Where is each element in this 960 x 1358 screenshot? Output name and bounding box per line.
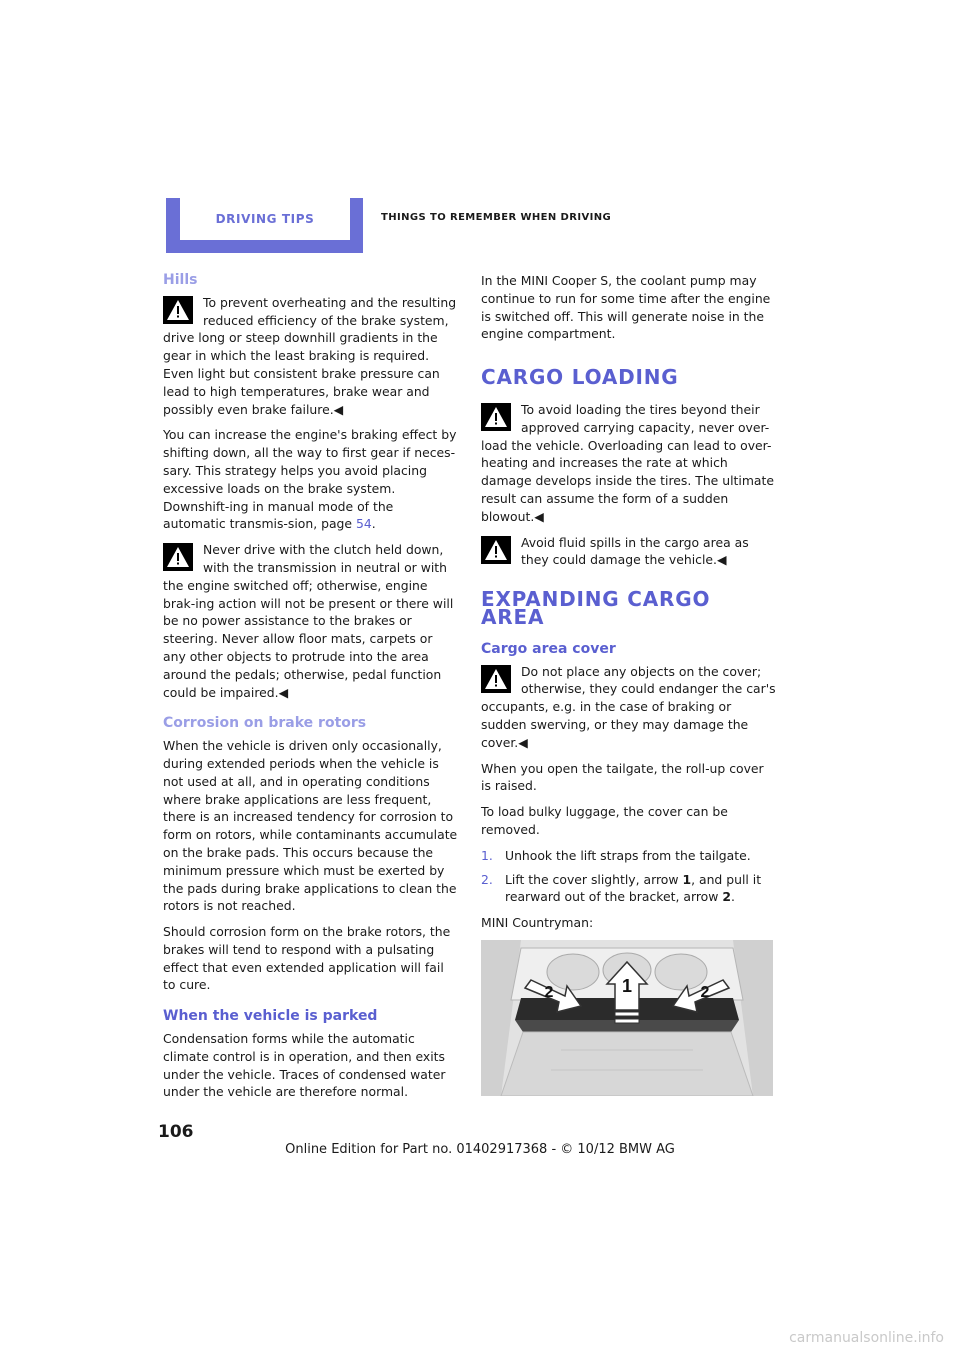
warning-icon: [163, 296, 193, 324]
arrow-ref-1: 1: [682, 871, 692, 887]
clutch-warning-text: Never drive with the clutch held down, with the transmission in neutral or with the engine switched off; otherwise, engine brak-ing action will not be present or there will be no power assistance to the brakes or steering. Never allow floor mats, carpets or any other objects to protrude into the area around the pedals; otherwise, pedal function could be impaired.◀: [163, 542, 454, 700]
page-link[interactable]: 54: [356, 516, 372, 532]
warning-icon: [481, 403, 511, 431]
parked-heading: When the vehicle is parked: [163, 1008, 378, 1025]
arrow-ref-2: 2: [722, 889, 731, 905]
corrosion-paragraph-1: When the vehicle is driven only occasionally, during extended periods when the vehicle is not used at all, and in operating conditions where brake applications are less frequent, there is an increased tendency for corrosion to form on rotors, while contaminants accumulate on the brake pads. This occurs because the minimum pressure which must be exerted by the pads during brake applications to clean the rotors is not reached.: [163, 738, 458, 914]
hills-warning-text: To prevent overheating and the resulting reduced efficiency of the brake system, drive long or steep downhill gradients in the gear in which the least braking is required. Even light but consistent brake pressure can lead to high temperatures, brake wear and possibly even brake failure.◀: [163, 294, 457, 417]
running-head: THINGS TO REMEMBER WHEN DRIVING: [381, 212, 612, 223]
figure-arrow-2-right-label: 2: [700, 983, 710, 1001]
cargo-warning-1: [481, 401, 777, 526]
cover-paragraph-1: When you open the tailgate, the roll-up cover is raised.: [481, 760, 764, 794]
list-item: [481, 871, 777, 907]
cover-heading: Cargo area cover: [481, 640, 616, 657]
step-text-end: .: [730, 889, 735, 905]
corrosion-paragraph-2: Should corrosion form on the brake rotors, the brakes will tend to respond with a pulsating effect that even extended application will fail to cure.: [163, 924, 451, 993]
expanding-cargo-heading: EXPANDING CARGO AREA: [481, 587, 711, 629]
figure-arrow-1-label: 1: [621, 975, 633, 996]
steps-list: [481, 847, 777, 906]
right-column: [481, 272, 777, 1096]
hills-warning: [163, 294, 459, 419]
page-number: 106: [158, 1122, 194, 1142]
warning-icon: [481, 536, 511, 564]
cover-warning: [481, 663, 777, 752]
cover-paragraph-2: To load bulky luggage, the cover can be removed.: [481, 804, 728, 837]
figure-arrow-2-left-label: 2: [544, 983, 554, 1001]
step-text: Lift the cover slightly, arrow: [505, 871, 683, 887]
step-text: Unhook the lift straps from the tailgate.: [505, 847, 751, 863]
section-tab: [166, 198, 363, 253]
hills-heading: Hills: [163, 272, 198, 288]
parked-paragraph: Condensation forms while the automatic climate control is in operation, and then exits under the vehicle. Traces of condensed water under the vehicle are therefore normal.: [163, 1031, 446, 1100]
cargo-cover-illustration: [481, 940, 773, 1096]
cover-warning-text: Do not place any objects on the cover; otherwise, they could endanger the car's occupants, e.g. in the case of braking or sudden swerving, or they may damage the cover.◀: [481, 663, 776, 750]
step-number: 2.: [481, 871, 493, 887]
warning-icon: [163, 543, 193, 571]
cargo-loading-heading: CARGO LOADING: [481, 365, 679, 390]
step-number: 1.: [481, 847, 493, 863]
cargo-cover-figure: [481, 940, 773, 1096]
edition-line: Online Edition for Part no. 01402917368 - © 10/12 BMW AG: [285, 1142, 675, 1157]
step-text-mid: , and pull it rearward out of the bracket, arrow: [505, 871, 762, 905]
cargo-warning-2: [481, 534, 777, 570]
hills-paragraph-end: .: [371, 516, 376, 532]
hills-paragraph: [163, 426, 459, 533]
coolant-paragraph: In the MINI Cooper S, the coolant pump may continue to run for some time after the engine is switched off. This will generate noise in the engine compartment.: [481, 273, 771, 342]
countryman-label: MINI Countryman:: [481, 915, 594, 931]
clutch-warning: [163, 541, 459, 701]
left-column: [163, 272, 459, 1109]
cargo-warning-1-text: To avoid loading the tires beyond their approved carrying capacity, never over-load the vehicle. Overloading can lead to over-heating and increases the rate at which damage develops inside the tires. The ultimate result can assume the form of a sudden blowout.◀: [481, 401, 774, 524]
corrosion-heading: Corrosion on brake rotors: [163, 715, 367, 732]
watermark: carmanualsonline.info: [789, 1330, 944, 1346]
cargo-warning-2-text: Avoid fluid spills in the cargo area as they could damage the vehicle.◀: [521, 534, 749, 568]
hills-paragraph-text: You can increase the engine's braking effect by shifting down, all the way to first gear if neces-sary. This strategy helps you avoid placing excessive loads on the brake system. Downshift-ing in manual mode of the automatic transmis-sion, page: [163, 427, 457, 532]
section-tab-label: DRIVING TIPS: [180, 198, 350, 240]
list-item: [481, 847, 777, 865]
warning-icon: [481, 665, 511, 693]
